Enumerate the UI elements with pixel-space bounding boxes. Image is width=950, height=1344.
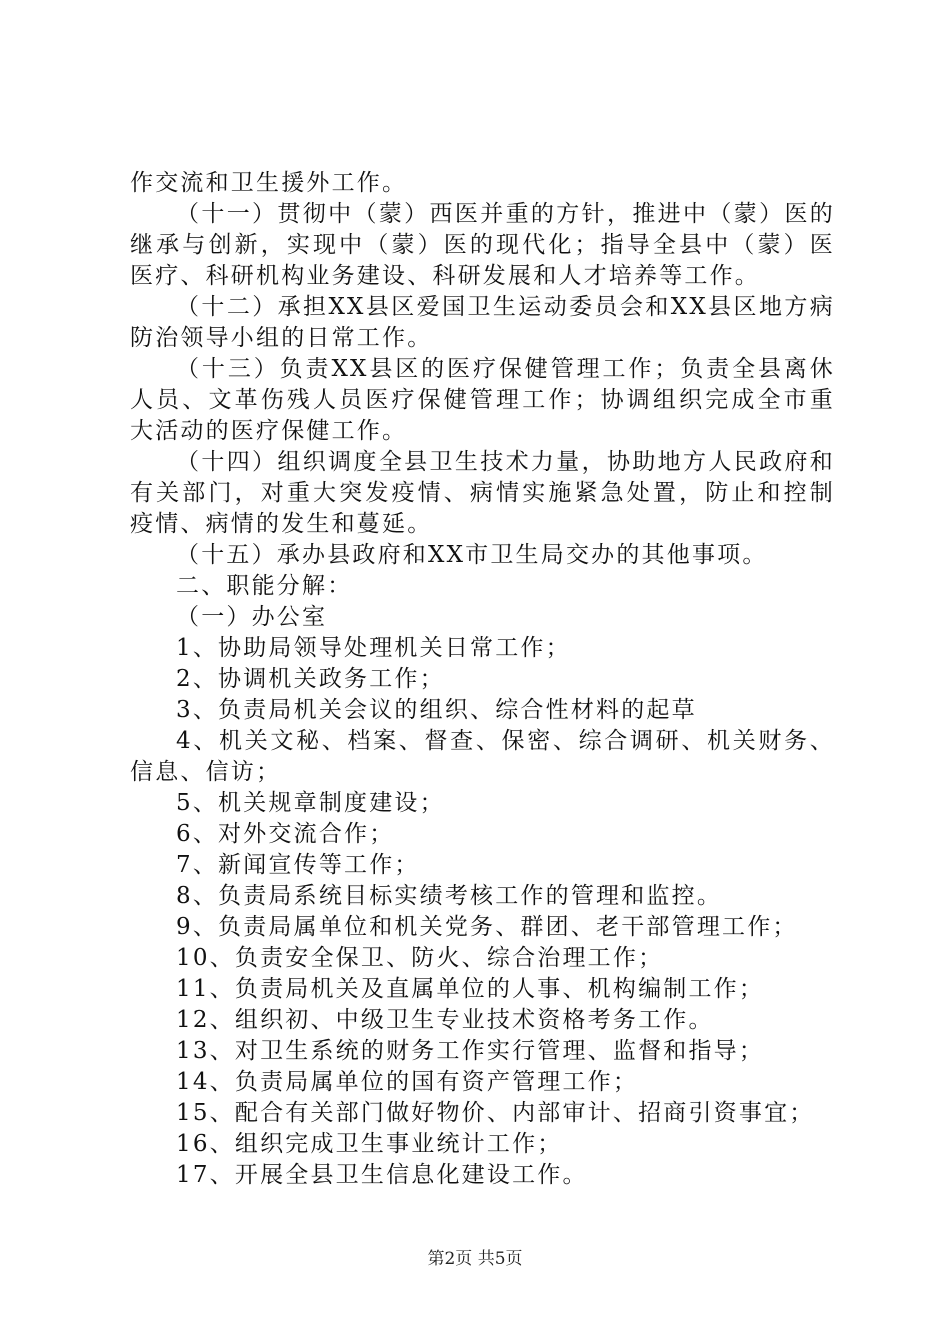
list-item: 9、负责局属单位和机关党务、群团、老干部管理工作； bbox=[176, 914, 798, 940]
list-item: 16、组织完成卫生事业统计工作； bbox=[176, 1131, 563, 1157]
list-item: 15、配合有关部门做好物价、内部审计、招商引资事宜； bbox=[176, 1100, 815, 1126]
list-item: 2、协调机关政务工作； bbox=[176, 666, 445, 692]
subsection-heading-office: （一）办公室 bbox=[176, 604, 328, 630]
list-item: 6、对外交流合作； bbox=[176, 821, 395, 847]
list-item: 5、机关规章制度建设； bbox=[176, 790, 445, 816]
section-heading-function-breakdown: 二、职能分解： bbox=[176, 573, 353, 599]
list-item: 8、负责局系统目标实绩考核工作的管理和监控。 bbox=[176, 883, 723, 909]
list-item: 12、组织初、中级卫生专业技术资格考务工作。 bbox=[176, 1007, 714, 1033]
list-item: 10、负责安全保卫、防火、综合治理工作； bbox=[176, 945, 664, 971]
list-item: 1、协助局领导处理机关日常工作； bbox=[176, 635, 571, 661]
list-item: 17、开展全县卫生信息化建设工作。 bbox=[176, 1162, 588, 1188]
list-item: 14、负责局属单位的国有资产管理工作； bbox=[176, 1069, 639, 1095]
list-item: 7、新闻宣传等工作； bbox=[176, 852, 420, 878]
paragraph-continuation: 作交流和卫生援外工作。 bbox=[130, 170, 408, 196]
list-item: 3、负责局机关会议的组织、综合性材料的起草 bbox=[176, 697, 697, 723]
list-item: 4、机关文秘、档案、督查、保密、综合调研、机关财务、信息、信访； bbox=[130, 728, 835, 785]
list-item: 11、负责局机关及直属单位的人事、机构编制工作； bbox=[176, 976, 765, 1002]
paragraph-item-14: （十四）组织调度全县卫生技术力量，协助地方人民政府和有关部门，对重大突发疫情、病情实施紧急处置，防止和控制疫情、病情的发生和蔓延。 bbox=[130, 449, 835, 537]
document-body bbox=[130, 168, 835, 1191]
paragraph-item-12: （十二）承担XX县区爱国卫生运动委员会和XX县区地方病防治领导小组的日常工作。 bbox=[130, 294, 835, 351]
page-number-footer: 第2页 共5页 bbox=[427, 1249, 523, 1269]
paragraph-item-13: （十三）负责XX县区的医疗保健管理工作；负责全县离休人员、文革伤残人员医疗保健管理工作；协调组织完成全市重大活动的医疗保健工作。 bbox=[130, 356, 835, 444]
paragraph-item-11: （十一）贯彻中（蒙）西医并重的方针，推进中（蒙）医的继承与创新，实现中（蒙）医的现代化；指导全县中（蒙）医医疗、科研机构业务建设、科研发展和人才培养等工作。 bbox=[130, 201, 835, 289]
list-item: 13、对卫生系统的财务工作实行管理、监督和指导； bbox=[176, 1038, 765, 1064]
paragraph-item-15: （十五）承办县政府和XX市卫生局交办的其他事项。 bbox=[176, 542, 768, 568]
